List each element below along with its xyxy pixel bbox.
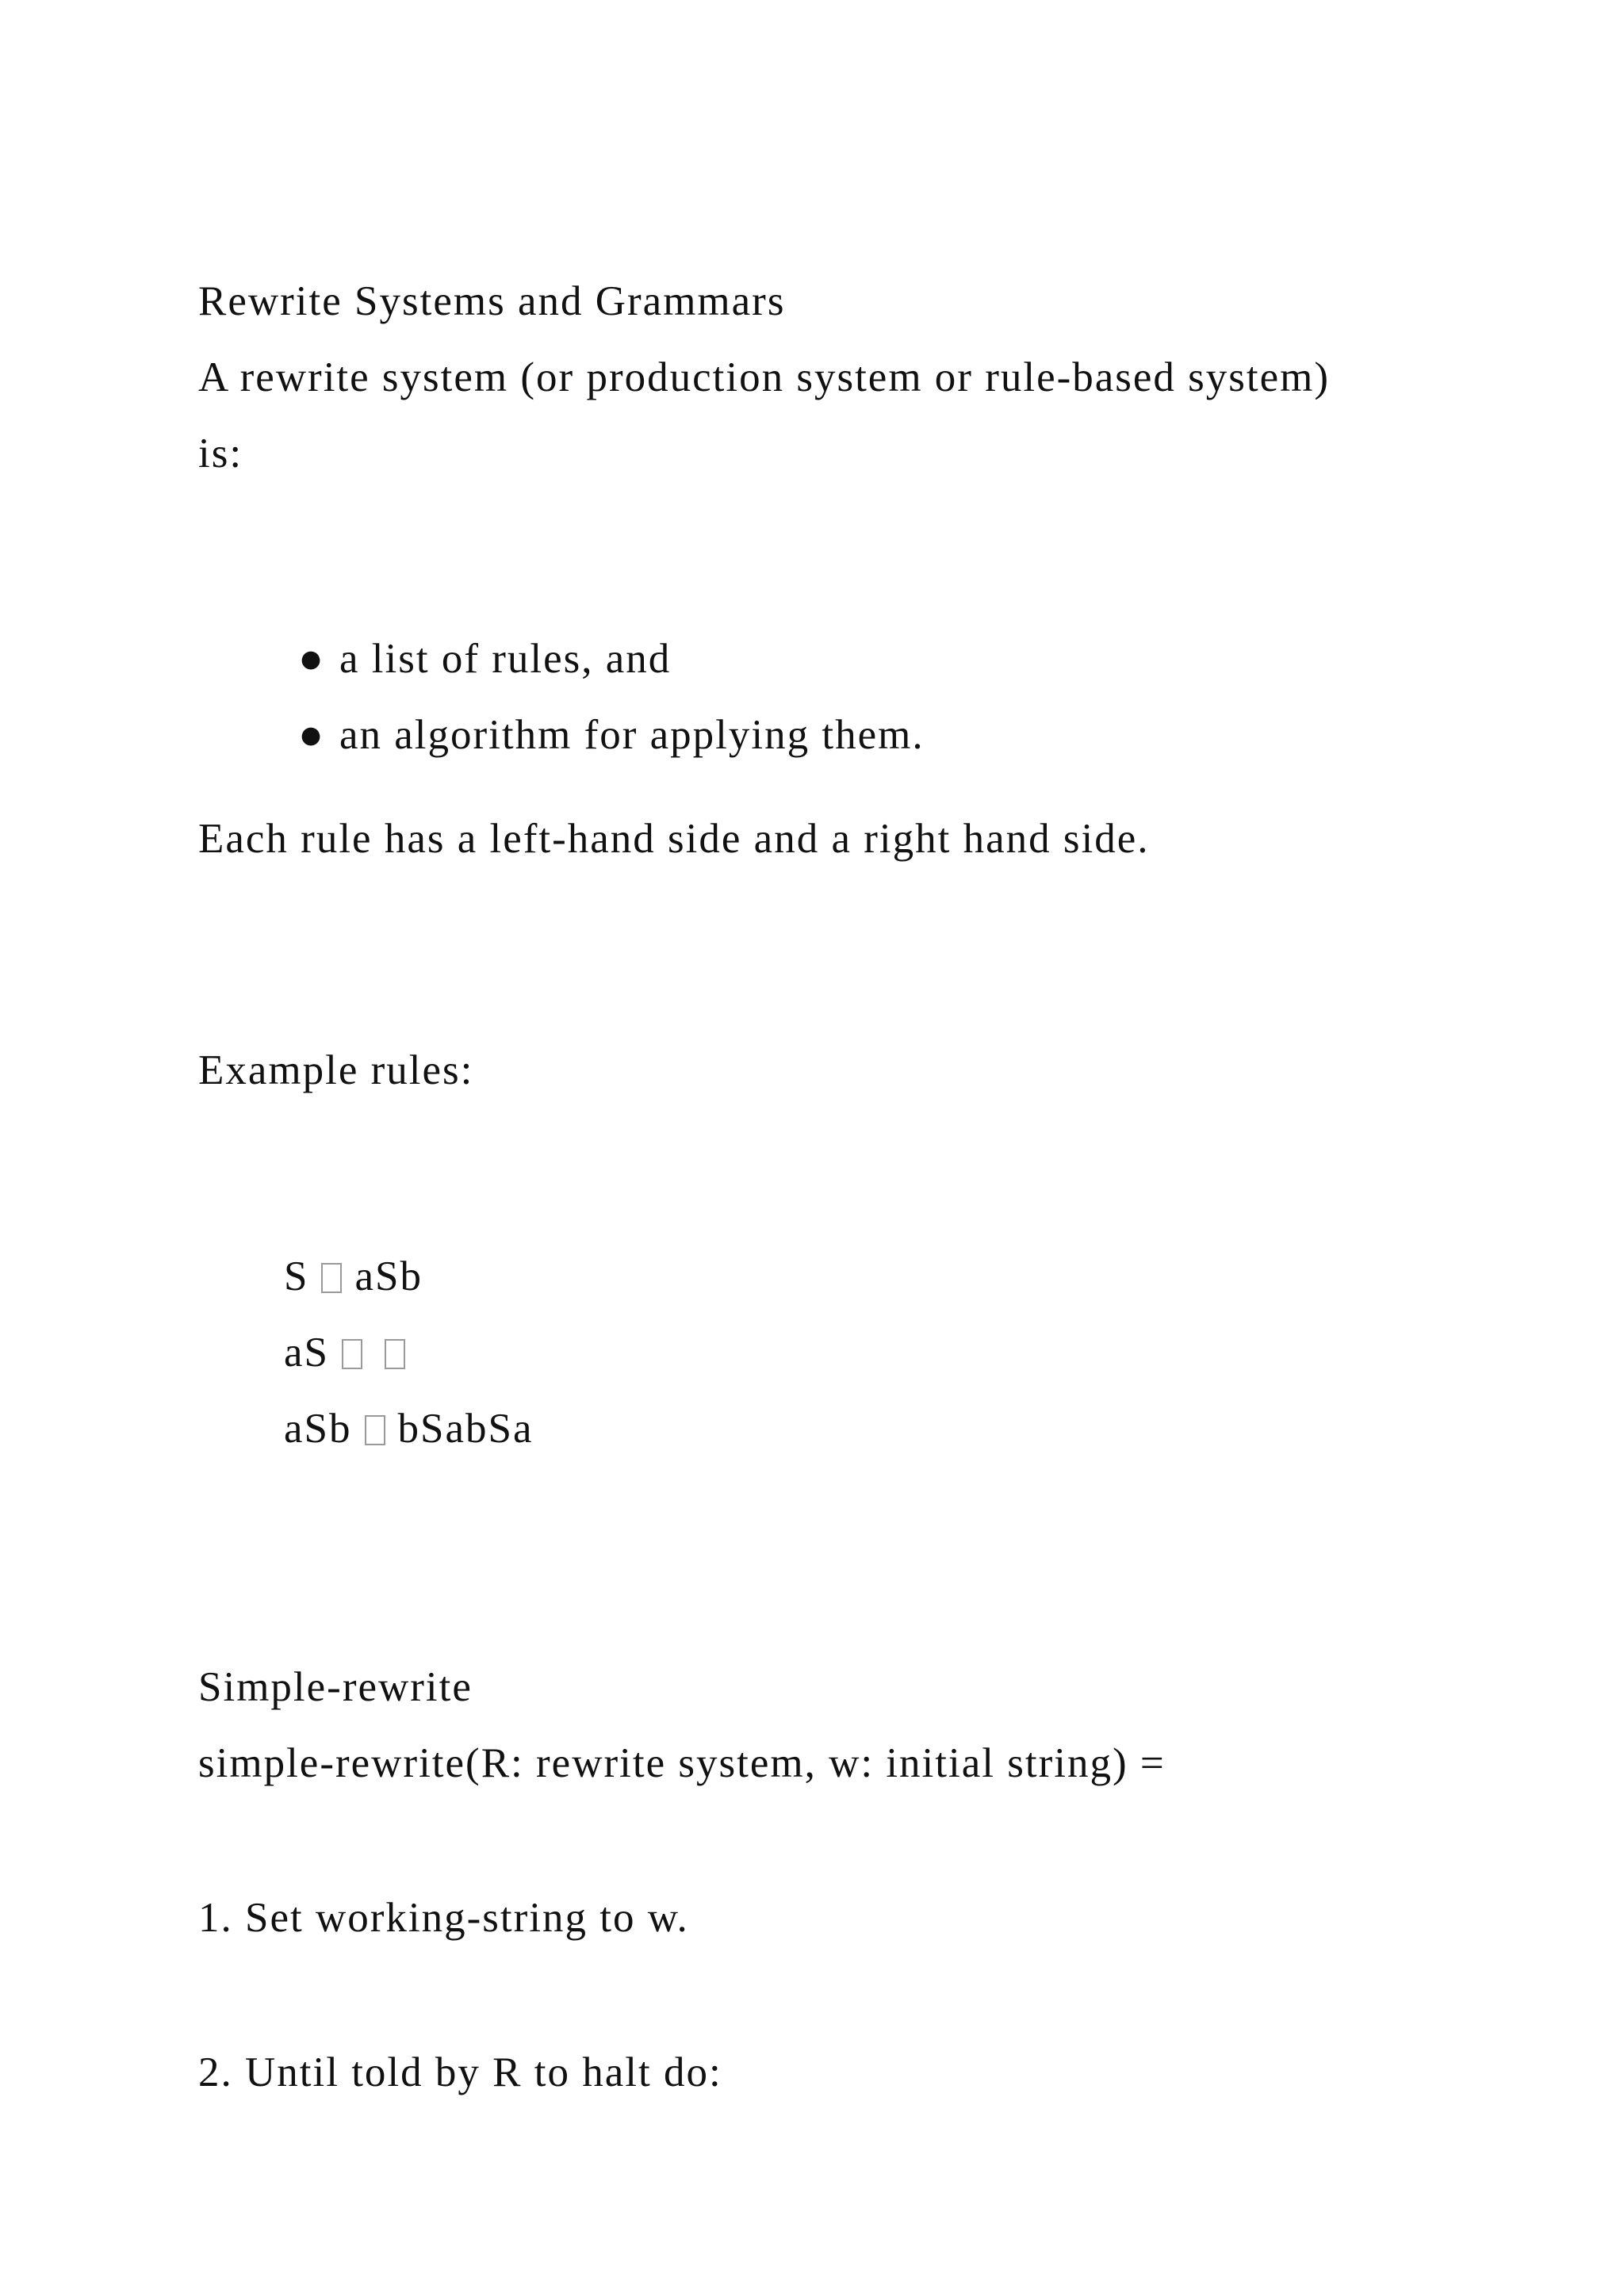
bullet-marker: ● — [298, 712, 326, 758]
algorithm-step: 2. Until told by R to halt do: — [198, 2049, 722, 2095]
rule-rhs: bSabSa — [397, 1406, 534, 1452]
example-heading: Example rules: — [198, 1047, 474, 1093]
missing-arrow-glyph-icon — [365, 1415, 385, 1445]
page-title: Rewrite Systems and Grammars — [198, 278, 786, 324]
rule-lhs: aS — [284, 1330, 329, 1376]
intro-text-continued: is: — [198, 430, 243, 476]
function-signature: simple-rewrite(R: rewrite system, w: initial string) = — [198, 1740, 1166, 1786]
bullet-marker: ● — [298, 636, 326, 682]
section-heading: Simple-rewrite — [198, 1664, 473, 1710]
bullet-text: a list of rules, and — [339, 636, 672, 682]
example-rule — [236, 1353, 534, 1505]
rule-rhs: aSb — [354, 1253, 423, 1299]
bullet-item — [250, 659, 925, 811]
intro-text: A rewrite system (or production system or rule-based system) — [198, 354, 1331, 400]
rule-lhs: aSb — [284, 1406, 352, 1452]
rule-sides-text: Each rule has a left-hand side and a right hand side. — [198, 816, 1150, 862]
algorithm-step: 1. Set working-string to w. — [198, 1895, 689, 1941]
rule-lhs: S — [284, 1253, 309, 1299]
bullet-text: an algorithm for applying them. — [339, 712, 925, 758]
